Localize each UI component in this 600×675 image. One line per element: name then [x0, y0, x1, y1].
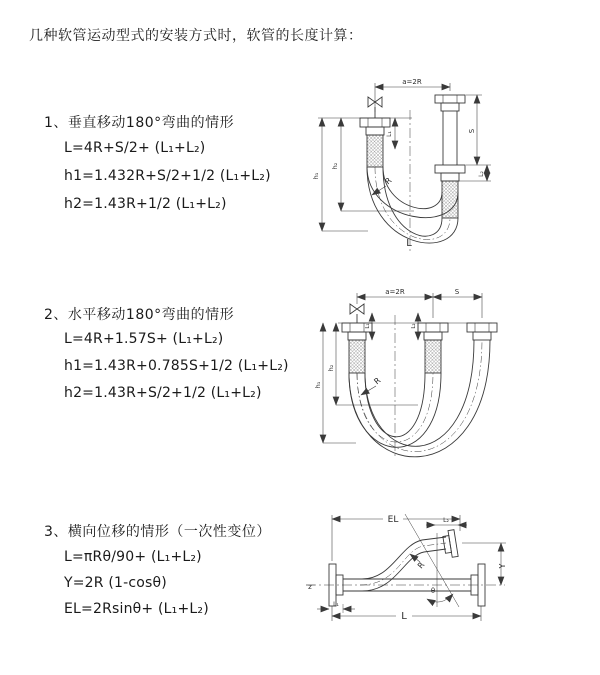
dim-label-l1: L₁ — [333, 601, 339, 608]
formula-line: h2=1.43R+1/2 (L₁+L₂) — [64, 196, 227, 212]
upper-flange — [442, 530, 458, 559]
angle-label: θ — [430, 587, 436, 595]
diagram-horizontal-180-bend — [310, 285, 595, 465]
dim-label-y: Y — [498, 563, 507, 569]
dim-label-l2: L₂ — [443, 517, 449, 524]
length-label: L — [406, 238, 412, 249]
dim-label-l2: L₂ — [411, 323, 417, 329]
dim-label-s: S — [454, 288, 460, 296]
dim-label-h1: h₁ — [314, 381, 322, 389]
dim-label-a2r: a=2R — [402, 78, 422, 86]
dim-label-h2: h₂ — [331, 162, 339, 170]
dim-label-a2r: a=2R — [385, 288, 405, 296]
dim-label-el: EL — [387, 515, 399, 525]
radius-label: R — [415, 560, 427, 571]
dim-label-s: S — [468, 128, 476, 134]
section-1-heading: 1、垂直移动180°弯曲的情形 — [44, 115, 235, 131]
dim-extension — [459, 95, 491, 181]
valve-icon — [350, 304, 364, 323]
formula-line: L=πRθ/90+ (L₁+L₂) — [64, 549, 202, 565]
formula-line: h2=1.43R+S/2+1/2 (L₁+L₂) — [64, 385, 262, 401]
diagram-vertical-180-bend — [310, 70, 595, 260]
formula-line: L=4R+1.57S+ (L₁+L₂) — [64, 331, 224, 347]
dim-extension — [322, 211, 414, 231]
left-fitting — [360, 118, 390, 167]
radius-leader — [361, 386, 376, 395]
hose-curves — [349, 340, 490, 457]
left-fitting — [342, 323, 372, 373]
formula-line: EL=2Rsinθ+ (L₁+L₂) — [64, 601, 209, 617]
diagram-lateral-displacement — [300, 505, 600, 650]
radius-label: R — [383, 175, 394, 187]
section-3-heading: 3、横向位移的情形（一次性变位） — [44, 524, 271, 540]
formula-line: h1=1.43R+0.785S+1/2 (L₁+L₂) — [64, 358, 289, 374]
right-fitting — [435, 95, 465, 218]
formula-line: L=4R+S/2+ (L₁+L₂) — [64, 140, 206, 156]
section-2-heading: 2、水平移动180°弯曲的情形 — [44, 307, 235, 323]
dim-label-l2: L₂ — [478, 171, 485, 177]
dim-label-l1: L₁ — [386, 131, 393, 137]
angle-arc — [427, 594, 453, 602]
dim-label-h2: h₂ — [327, 364, 335, 372]
formula-line: Y=2R (1-cosθ) — [64, 575, 167, 591]
right-fitting — [467, 323, 497, 340]
hose-curves — [343, 537, 446, 591]
centerline-break-label: z — [308, 583, 312, 591]
dim-label-h1: h₁ — [312, 172, 320, 180]
radius-label: R — [372, 375, 383, 387]
page-title: 几种软管运动型式的安装方式时，软管的长度计算： — [29, 28, 363, 44]
formula-line: h1=1.432R+S/2+1/2 (L₁+L₂) — [64, 168, 271, 184]
middle-fitting — [418, 323, 448, 373]
dim-label-l1: L₁ — [365, 323, 371, 329]
dim-extension — [375, 83, 450, 112]
dim-label-l: L — [401, 611, 407, 622]
radius-leader — [372, 186, 386, 195]
